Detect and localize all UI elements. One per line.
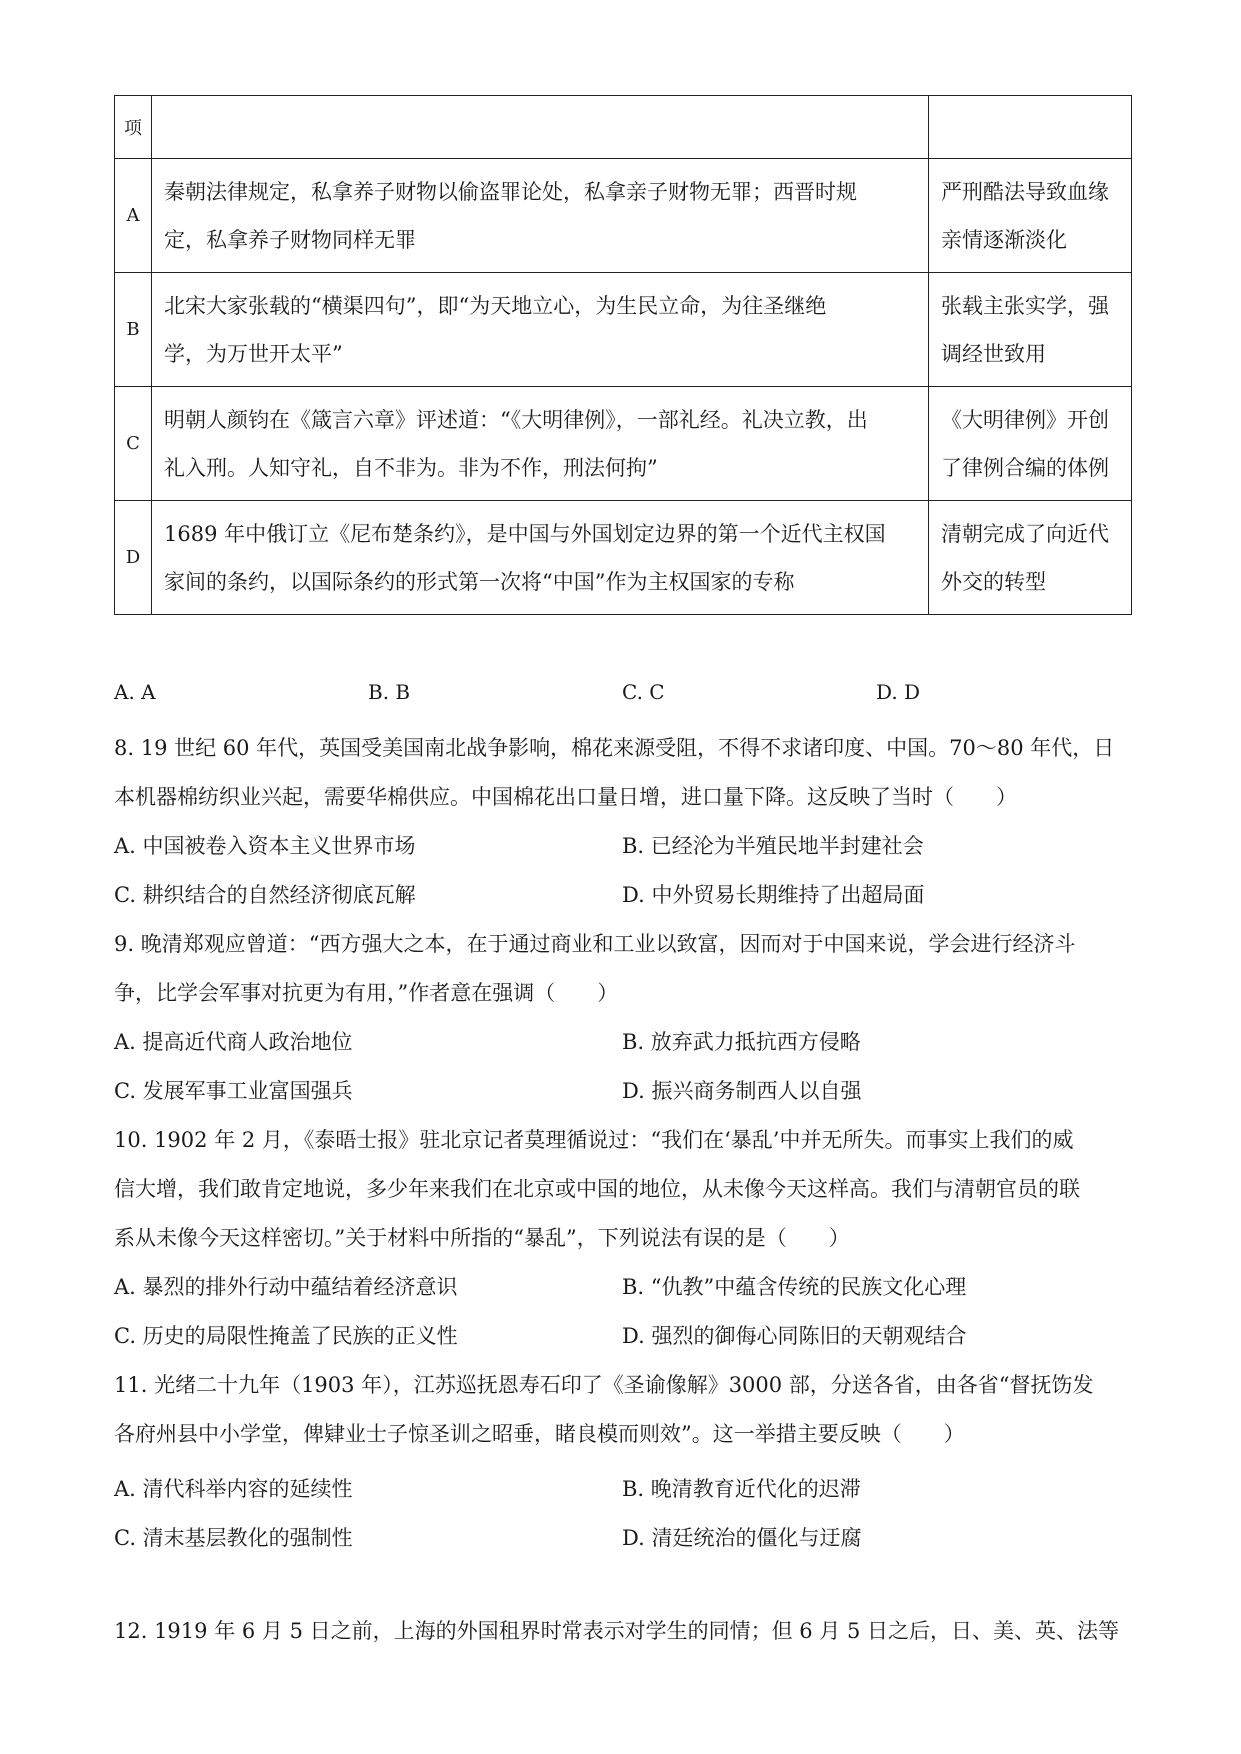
conclusion-line: 亲情逐渐淡化 (941, 227, 1067, 252)
option-c[interactable]: C. 历史的局限性掩盖了民族的正义性 (114, 1324, 458, 1348)
table-row (115, 159, 1132, 273)
row-conclusion (929, 387, 1132, 501)
options-row (114, 1465, 1134, 1514)
options-row (114, 1263, 1134, 1312)
material-line: 礼入刑。人知守礼，自不非为。非为不作，刑法何拘” (164, 455, 658, 480)
option-c[interactable]: C. 耕织结合的自然经济彻底瓦解 (114, 883, 416, 907)
row-label: C (115, 387, 152, 501)
material-line: 明朝人颜钧在《箴言六章》评述道：“《大明律例》，一部礼经。礼决立教，出 (164, 407, 868, 432)
question-stem-line: 12. 1919 年 6 月 5 日之前，上海的外国租界时常表示对学生的同情；但 6 月 5 日之后，日、美、英、法等 (114, 1619, 1120, 1643)
material-line: 家间的条约，以国际条约的形式第一次将“中国”作为主权国家的专称 (164, 569, 795, 594)
table-row (115, 387, 1132, 501)
material-line: 1689 年中俄订立《尼布楚条约》，是中国与外国划定边界的第一个近代主权国 (164, 521, 886, 546)
conclusion-line: 张载主张实学，强 (941, 293, 1109, 318)
table-header-conclusion (929, 96, 1132, 159)
q7-material-table (114, 95, 1132, 615)
option-a[interactable]: A. 清代科举内容的延续性 (114, 1477, 353, 1501)
question-stem-line: 9. 晚清郑观应曾道：“西方强大之本，在于通过商业和工业以致富，因而对于中国来说，学会进行经济斗 (114, 932, 1076, 956)
option-d[interactable]: D. 中外贸易长期维持了出超局面 (622, 883, 925, 907)
row-label: B (115, 273, 152, 387)
question-stem-line: 系从未像今天这样密切。”关于材料中所指的“暴乱”，下列说法有误的是（ ） (114, 1226, 850, 1250)
question-stem-line: 11. 光绪二十九年（1903 年），江苏巡抚恩寿石印了《圣谕像解》3000 部，分送各省，由各省“督抚饬发 (114, 1373, 1094, 1397)
material-line: 北宋大家张载的“横渠四句”，即“为天地立心，为生民立命，为往圣继绝 (164, 293, 827, 318)
row-material (152, 273, 929, 387)
options-row (114, 871, 1134, 920)
conclusion-line: 外交的转型 (941, 569, 1046, 594)
row-conclusion (929, 273, 1132, 387)
q7-option-d[interactable]: D. D (876, 680, 921, 704)
row-material (152, 387, 929, 501)
table-header-row (115, 96, 1132, 159)
table-header-material (152, 96, 929, 159)
table-row (115, 273, 1132, 387)
question-stem-line: 信大增，我们敢肯定地说，多少年来我们在北京或中国的地位，从未像今天这样高。我们与清朝官员的联 (114, 1177, 1080, 1201)
option-d[interactable]: D. 清廷统治的僵化与迂腐 (622, 1526, 862, 1550)
options-row (114, 1312, 1134, 1361)
question-10 (114, 1116, 1134, 1361)
question-11 (114, 1361, 1134, 1563)
question-stem-line: 本机器棉纺织业兴起，需要华棉供应。中国棉花出口量日增，进口量下降。这反映了当时（ ） (114, 785, 1017, 809)
q7-option-c[interactable]: C. C (622, 680, 665, 704)
q7-options (114, 680, 1132, 714)
conclusion-line: 清朝完成了向近代 (941, 521, 1109, 546)
row-material (152, 501, 929, 615)
q7-option-b[interactable]: B. B (368, 680, 411, 704)
question-stem-line: 10. 1902 年 2 月，《泰晤士报》驻北京记者莫理循说过：“我们在‘暴乱’中并无所失。而事实上我们的威 (114, 1128, 1074, 1152)
option-b[interactable]: B. 放弃武力抵抗西方侵略 (622, 1030, 861, 1054)
question-stem-line: 争，比学会军事对抗更为有用，”作者意在强调（ ） (114, 981, 619, 1005)
row-label: A (115, 159, 152, 273)
option-b[interactable]: B. “仇教”中蕴含传统的民族文化心理 (622, 1275, 967, 1299)
option-a[interactable]: A. 暴烈的排外行动中蕴结着经济意识 (114, 1275, 458, 1299)
option-a[interactable]: A. 中国被卷入资本主义世界市场 (114, 834, 416, 858)
options-row (114, 1514, 1134, 1563)
option-d[interactable]: D. 振兴商务制西人以自强 (622, 1079, 862, 1103)
conclusion-line: 了律例合编的体例 (941, 455, 1109, 480)
table-header-label: 项 (115, 96, 152, 159)
question-12 (114, 1607, 1134, 1656)
table-row (115, 501, 1132, 615)
question-8 (114, 724, 1134, 920)
options-row (114, 1067, 1134, 1116)
conclusion-line: 《大明律例》开创 (941, 407, 1109, 432)
row-material (152, 159, 929, 273)
options-row (114, 822, 1134, 871)
conclusion-line: 调经世致用 (941, 341, 1046, 366)
option-c[interactable]: C. 发展军事工业富国强兵 (114, 1079, 353, 1103)
question-9 (114, 920, 1134, 1116)
material-line: 学，为万世开太平” (164, 341, 343, 366)
option-d[interactable]: D. 强烈的御侮心同陈旧的天朝观结合 (622, 1324, 967, 1348)
conclusion-line: 严刑酷法导致血缘 (941, 179, 1109, 204)
option-b[interactable]: B. 晚清教育近代化的迟滞 (622, 1477, 861, 1501)
option-a[interactable]: A. 提高近代商人政治地位 (114, 1030, 353, 1054)
option-b[interactable]: B. 已经沦为半殖民地半封建社会 (622, 834, 924, 858)
material-line: 定，私拿养子财物同样无罪 (164, 227, 416, 252)
material-line: 秦朝法律规定，私拿养子财物以偷盗罪论处，私拿亲子财物无罪；西晋时规 (164, 179, 857, 204)
row-label: D (115, 501, 152, 615)
row-conclusion (929, 159, 1132, 273)
options-row (114, 1018, 1134, 1067)
question-stem-line: 各府州县中小学堂，俾肄业士子惊圣训之昭垂，睹良模而则效”。这一举措主要反映（ ） (114, 1422, 965, 1446)
row-conclusion (929, 501, 1132, 615)
q7-option-a[interactable]: A. A (114, 680, 156, 704)
option-c[interactable]: C. 清末基层教化的强制性 (114, 1526, 353, 1550)
question-stem-line: 8. 19 世纪 60 年代，英国受美国南北战争影响，棉花来源受阻，不得不求诸印度、中国。70～80 年代，日 (114, 736, 1115, 760)
